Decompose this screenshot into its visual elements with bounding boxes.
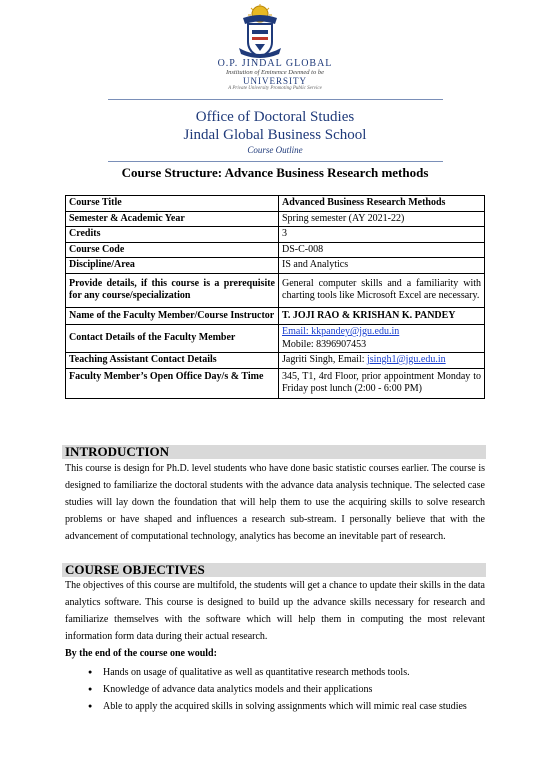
course-info-table bbox=[65, 195, 485, 399]
faculty-email-link[interactable]: Email: kkpandey@jgu.edu.in bbox=[282, 326, 400, 337]
objectives-text: The objectives of this course are multifold, the students will get a chance to update their skills in the data analytics software. This course is designed to build up the advance skills necessary for research and familiarize themselves with the software which will help them in computing the most relevant information form data during their actual research. bbox=[65, 580, 485, 642]
list-item: ● Knowledge of advance data analytics models and their applications bbox=[88, 681, 478, 698]
row-label: Faculty Member’s Open Office Day/s & Time bbox=[66, 368, 279, 398]
course-structure-title: Course Structure: Advance Business Research methods bbox=[121, 165, 429, 180]
row-label: Discipline/Area bbox=[66, 258, 279, 274]
objectives-heading: COURSE OBJECTIVES bbox=[65, 562, 205, 577]
list-item: ● Able to apply the acquired skills in solving assignments which will mimic real case studies bbox=[88, 698, 478, 715]
row-value: General computer skills and a familiarity with charting tools like Microsoft Excel are necessary. bbox=[279, 273, 485, 307]
row-label: Teaching Assistant Contact Details bbox=[66, 353, 279, 369]
row-value: IS and Analytics bbox=[279, 258, 485, 274]
row-label: Course Code bbox=[66, 242, 279, 258]
row-label: Semester & Academic Year bbox=[66, 211, 279, 227]
contact-cell bbox=[279, 325, 485, 353]
table-row bbox=[66, 196, 485, 212]
table-row bbox=[66, 211, 485, 227]
school-title: Jindal Global Business School bbox=[183, 127, 367, 143]
table-row bbox=[66, 325, 485, 353]
row-label: Course Title bbox=[66, 196, 279, 212]
table-row bbox=[66, 242, 485, 258]
ta-contact-cell bbox=[279, 353, 485, 369]
outline-subtitle: Course Outline bbox=[247, 145, 303, 155]
header-divider-bottom bbox=[108, 161, 443, 162]
row-value: 345, T1, 4rd Floor, prior appointment Monday to Friday post lunch (2:00 - 6:00 PM) bbox=[279, 368, 485, 398]
row-label: Provide details, if this course is a prerequisite for any course/specialization bbox=[66, 273, 279, 307]
university-name-line3: UNIVERSITY bbox=[243, 76, 307, 86]
row-label: Credits bbox=[66, 227, 279, 243]
university-tagline: A Private University Promoting Public Service bbox=[228, 86, 322, 91]
university-name-line2: Institution of Eminence Deemed to be bbox=[225, 69, 324, 76]
table-row bbox=[66, 368, 485, 398]
table-row bbox=[66, 307, 485, 325]
list-item: ● Hands on usage of qualitative as well as quantitative research methods tools. bbox=[88, 664, 478, 681]
row-value: T. JOJI RAO & KRISHAN K. PANDEY bbox=[279, 307, 485, 325]
header-divider-top bbox=[108, 99, 443, 100]
faculty-mobile: Mobile: 8396907453 bbox=[282, 338, 367, 350]
university-name-line1: O.P. JINDAL GLOBAL bbox=[217, 58, 333, 69]
row-label: Name of the Faculty Member/Course Instructor bbox=[66, 307, 279, 325]
row-value: Advanced Business Research Methods bbox=[279, 196, 485, 212]
office-title: Office of Doctoral Studies bbox=[195, 109, 355, 125]
objectives-end-heading: By the end of the course one would: bbox=[65, 648, 217, 659]
ta-name: Jagriti Singh, Email: bbox=[282, 354, 367, 365]
table-row bbox=[66, 258, 485, 274]
university-crest-logo bbox=[235, 4, 285, 60]
row-value: DS-C-008 bbox=[279, 242, 485, 258]
ta-email-link[interactable]: jsingh1@jgu.edu.in bbox=[367, 354, 446, 365]
row-value: Spring semester (AY 2021-22) bbox=[279, 211, 485, 227]
table-row bbox=[66, 353, 485, 369]
objectives-list bbox=[88, 664, 478, 715]
row-label: Contact Details of the Faculty Member bbox=[66, 325, 279, 353]
table-row bbox=[66, 227, 485, 243]
introduction-heading: INTRODUCTION bbox=[65, 444, 170, 459]
table-row bbox=[66, 273, 485, 307]
introduction-text: This course is design for Ph.D. level students who have done basic statistic courses earlier. The course is designed to familiarize the doctoral students with the advance data analysis technique. The selected case studies will lay down the foundation that will help them to use the acquiring skills to solve research problems or have shaped and influences a research sub-stream. I personally believe that with the advancement of computational technology, analytics has become an inevitable part of research. bbox=[65, 463, 485, 542]
row-value: 3 bbox=[279, 227, 485, 243]
